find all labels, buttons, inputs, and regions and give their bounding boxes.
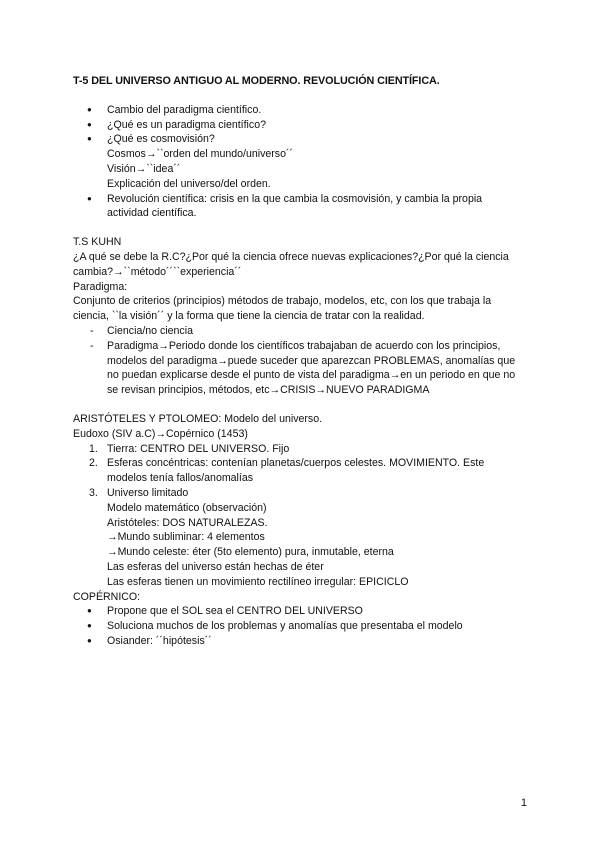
kuhn-question: ¿A qué se debe la R.C?¿Por qué la ciencia ofrece nuevas explicaciones?¿Por qué la ciencia cambia?→``método´´``experiencia´´ xyxy=(73,250,509,278)
list-number: 3. xyxy=(89,486,98,499)
model-item-3: Universo limitado xyxy=(107,486,189,499)
esferas-eter-line: Las esferas del universo están hechas de éter xyxy=(107,560,324,573)
list-item xyxy=(73,634,525,649)
paradigm-label: Paradigma: xyxy=(73,280,128,293)
paradigm-list xyxy=(73,324,525,398)
list-number: 1. xyxy=(89,442,98,455)
copernico-list xyxy=(73,604,525,648)
list-item xyxy=(73,339,525,398)
dash-item-2: Paradigma→Periodo donde los científicos trabajaban de acuerdo con los principios, modelos del paradigma→puede suceder que aparezcan PROBLEMAS, anomalías que no puedan explicarse desde el punto de vista del paradigma→en un periodo en que no se revisan principios, métodos, etc→CRISIS→NUEVO PARADIGMA xyxy=(107,339,516,397)
list-item xyxy=(73,442,525,457)
intro-item-1: Cambio del paradigma científico. xyxy=(107,103,262,116)
model-list xyxy=(73,442,525,590)
dash-item-1: Ciencia/no ciencia xyxy=(107,324,193,337)
list-item xyxy=(73,604,525,619)
page-number: 1 xyxy=(520,797,527,809)
explicacion-line: Explicación del universo/del orden. xyxy=(107,177,271,190)
page-title: T-5 DEL UNIVERSO ANTIGUO AL MODERNO. REVOLUCIÓN CIENTÍFICA. xyxy=(73,75,440,87)
copernico-item-2: Soluciona muchos de los problemas y anomalías que presentaba el modelo xyxy=(107,620,463,633)
paradigm-definition: Conjunto de criterios (principios) métodos de trabajo, modelos, etc, con los que trabaja la ciencia, ``la visión´´ y la forma que tiene la ciencia de tratar con la realidad. xyxy=(73,295,492,323)
eudoxo-line: Eudoxo (SIV a.C)→Copérnico (1453) xyxy=(73,427,248,440)
model-item-1: Tierra: CENTRO DEL UNIVERSO. Fijo xyxy=(107,442,290,455)
list-item xyxy=(73,324,525,339)
list-item xyxy=(73,192,525,222)
mundo-celeste-line: →Mundo celeste: éter (5to elemento) pura, inmutable, eterna xyxy=(107,546,394,559)
aristotle-heading: ARISTÓTELES Y PTOLOMEO: Modelo del universo. xyxy=(73,412,323,425)
cosmos-line: Cosmos→``orden del mundo/universo´´ xyxy=(107,148,294,161)
list-number: 2. xyxy=(89,457,98,470)
list-item xyxy=(73,103,525,118)
list-item xyxy=(73,456,525,486)
list-item xyxy=(73,132,525,191)
vision-line: Visión→``idea´´ xyxy=(107,162,181,175)
list-item xyxy=(73,118,525,133)
copernico-item-3: Osiander: ´´hipótesis´´ xyxy=(107,634,212,647)
intro-item-3: ● ¿Qué es cosmovisión? xyxy=(107,133,215,146)
kuhn-heading: T.S KUHN xyxy=(73,236,122,249)
intro-item-2: ¿Qué es un paradigma científico? xyxy=(107,118,266,131)
list-item xyxy=(73,619,525,634)
list-item xyxy=(73,486,525,590)
copernico-heading: COPÉRNICO: xyxy=(73,590,141,603)
page-content xyxy=(73,74,525,649)
intro-list xyxy=(73,103,525,221)
intro-item-4: Revolución científica: crisis en la que cambia la cosmovisión, y cambia la propia actividad científica. xyxy=(107,192,483,220)
epiciclo-line: Las esferas tienen un movimiento rectilíneo irregular: EPICICLO xyxy=(107,575,409,588)
copernico-item-1: Propone que el SOL sea el CENTRO DEL UNIVERSO xyxy=(107,605,363,618)
model-item-2: Esferas concéntricas: contenían planetas/cuerpos celestes. MOVIMIENTO. Este modelos tenía fallos/anomalías xyxy=(107,457,485,485)
mundo-subliminar-line: →Mundo subliminar: 4 elementos xyxy=(107,531,265,544)
dos-naturalezas-line: Aristóteles: DOS NATURALEZAS. xyxy=(107,516,268,529)
modelo-matematico-line: Modelo matemático (observación) xyxy=(107,501,267,514)
